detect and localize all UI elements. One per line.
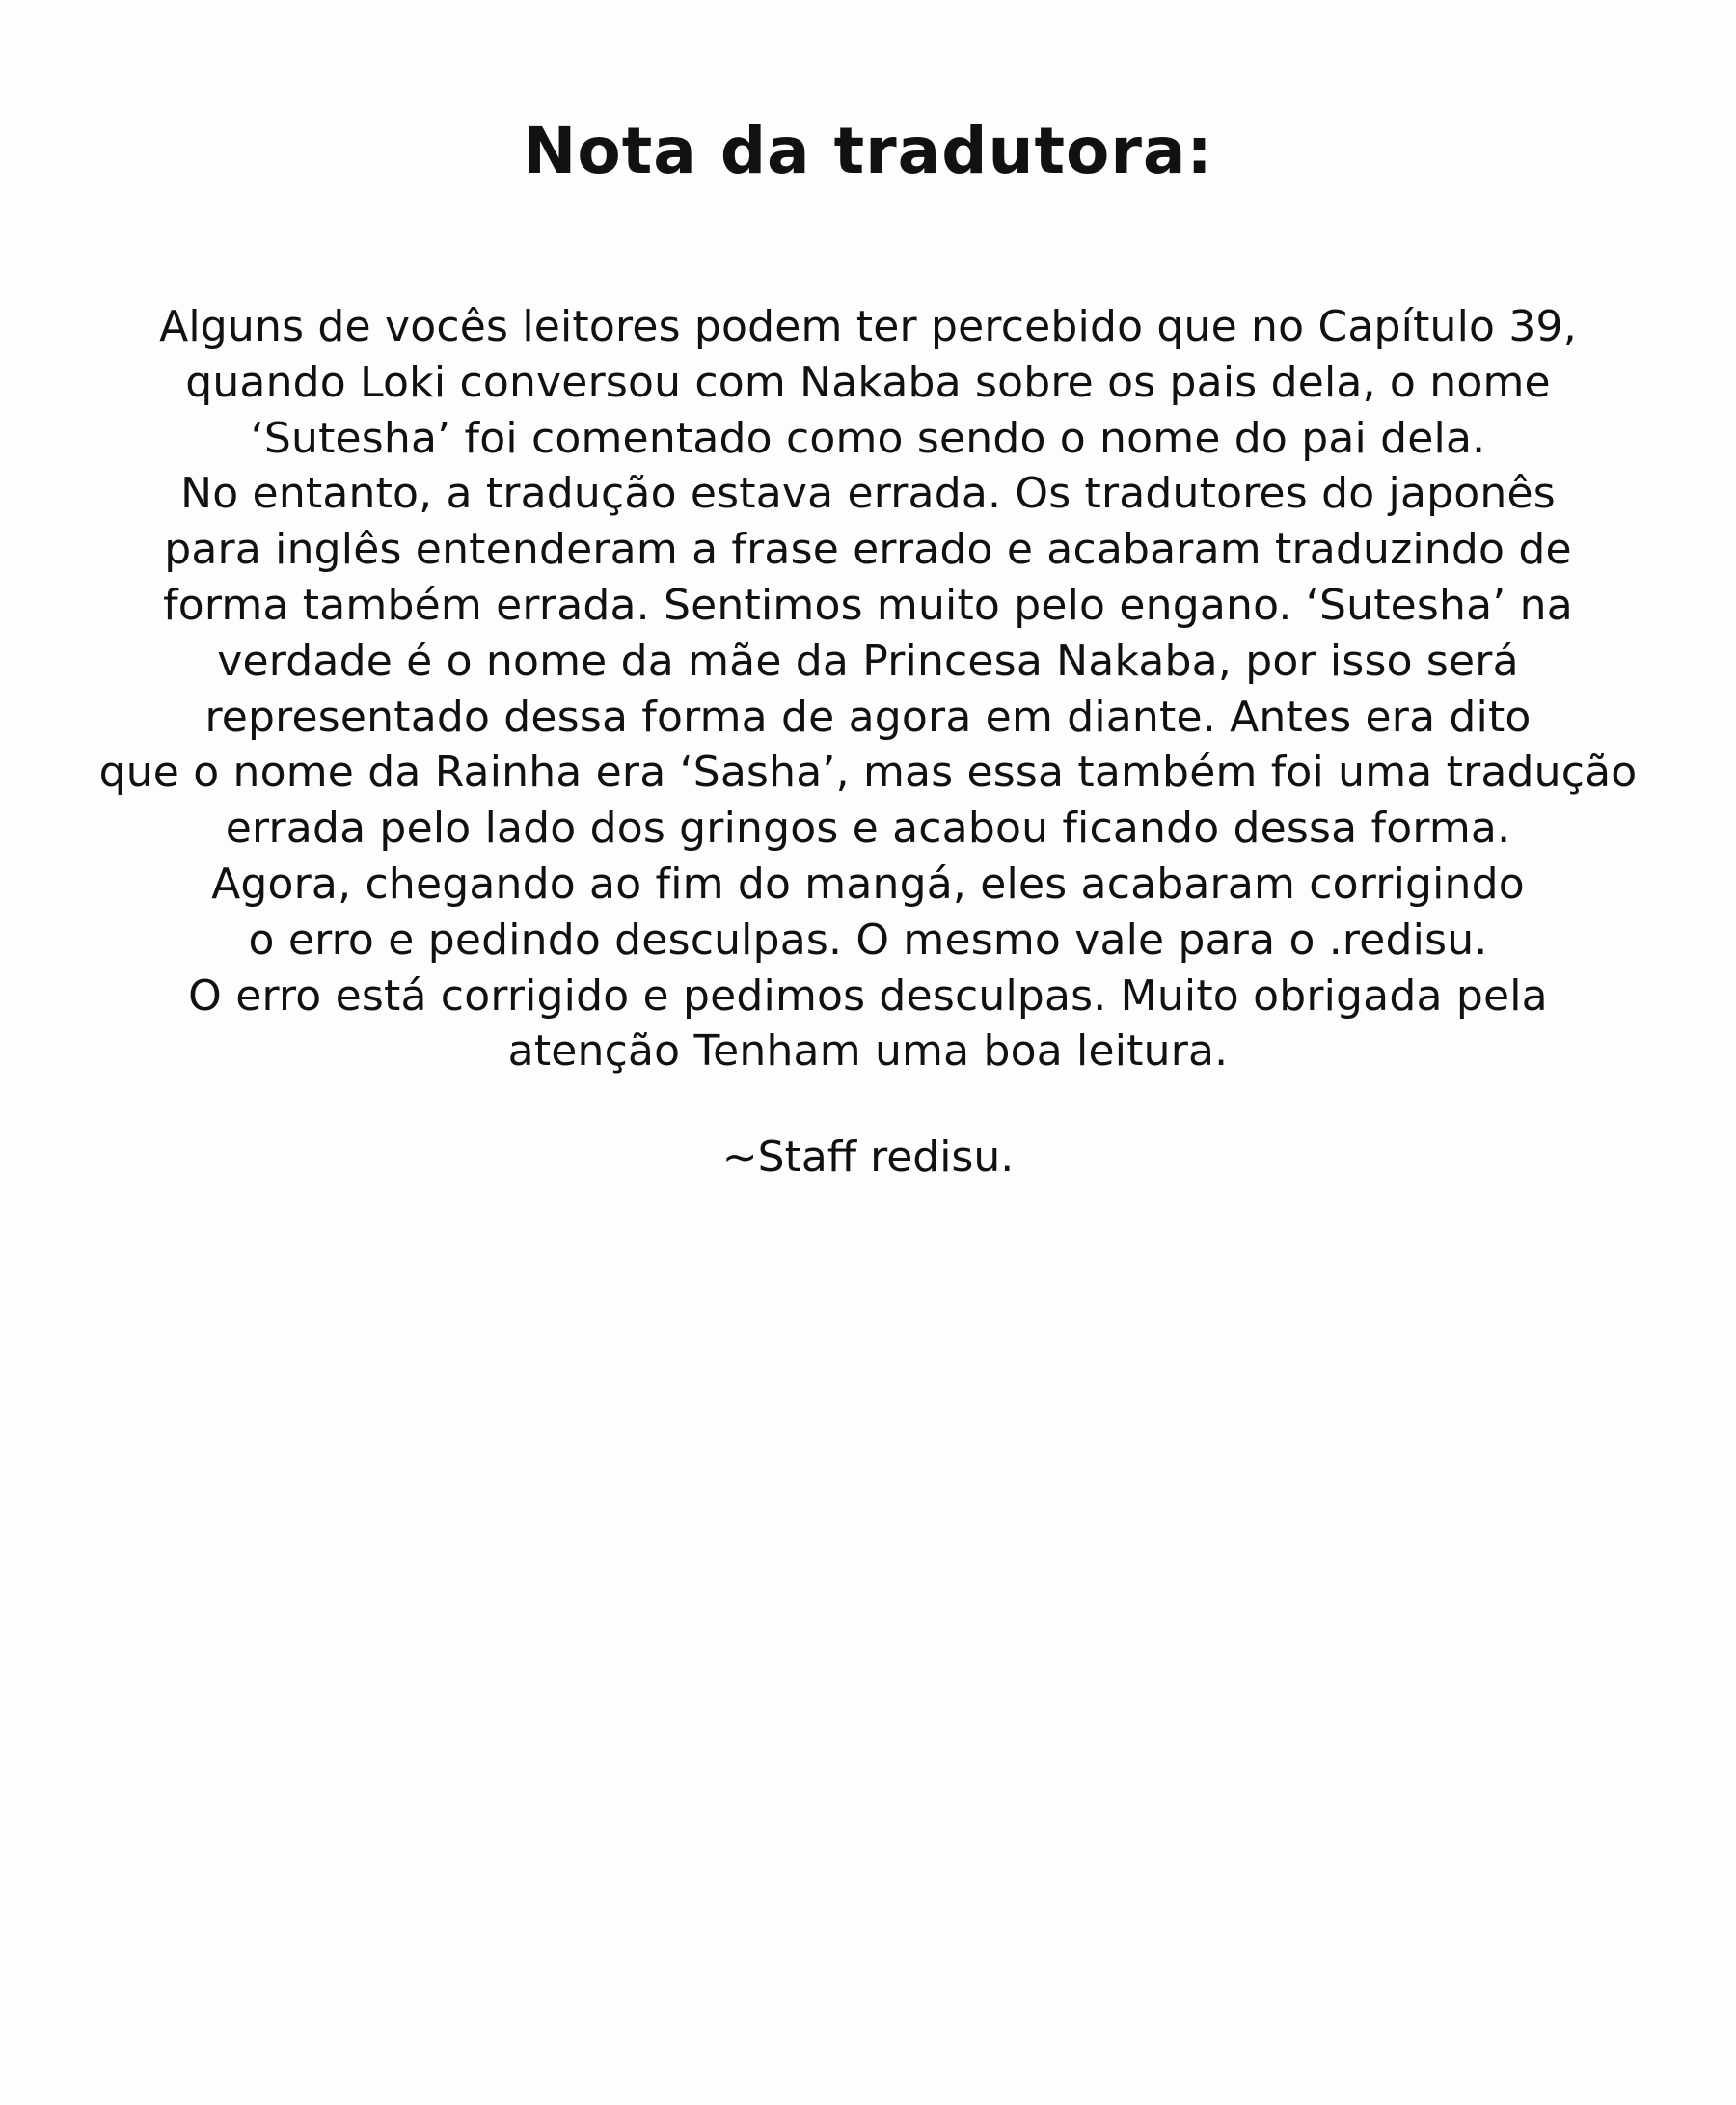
note-line: Agora, chegando ao fim do mangá, eles acabaram corrigindo	[211, 859, 1525, 909]
note-line: ‘Sutesha’ foi comentado como sendo o nome do pai dela.	[250, 413, 1486, 463]
note-line: Alguns de vocês leitores podem ter percebido que no Capítulo 39,	[159, 302, 1577, 351]
note-body	[0, 299, 1736, 1080]
note-line: verdade é o nome da mãe da Princesa Nakaba, por isso será	[217, 636, 1519, 686]
note-line: o erro e pedindo desculpas. O mesmo vale para o .redisu.	[248, 915, 1488, 965]
note-title: Nota da tradutora:	[523, 114, 1213, 188]
note-line: quando Loki conversou com Nakaba sobre os pais dela, o nome	[185, 357, 1551, 407]
note-line: atenção Tenham uma boa leitura.	[507, 1026, 1229, 1077]
note-line: para inglês entenderam a frase errado e acabaram traduzindo de	[164, 525, 1572, 575]
note-line: que o nome da Rainha era ‘Sasha’, mas essa também foi uma tradução	[98, 748, 1638, 798]
note-line: errada pelo lado dos gringos e acabou ficando dessa forma.	[225, 804, 1511, 854]
note-line: forma também errada. Sentimos muito pelo engano. ‘Sutesha’ na	[163, 580, 1573, 630]
note-line: representado dessa forma de agora em diante. Antes era dito	[204, 692, 1532, 742]
note-signature: ~Staff redisu.	[721, 1133, 1015, 1182]
note-line: No entanto, a tradução estava errada. Os tradutores do japonês	[180, 469, 1556, 519]
note-line: O erro está corrigido e pedimos desculpas. Muito obrigada pela	[188, 970, 1548, 1021]
